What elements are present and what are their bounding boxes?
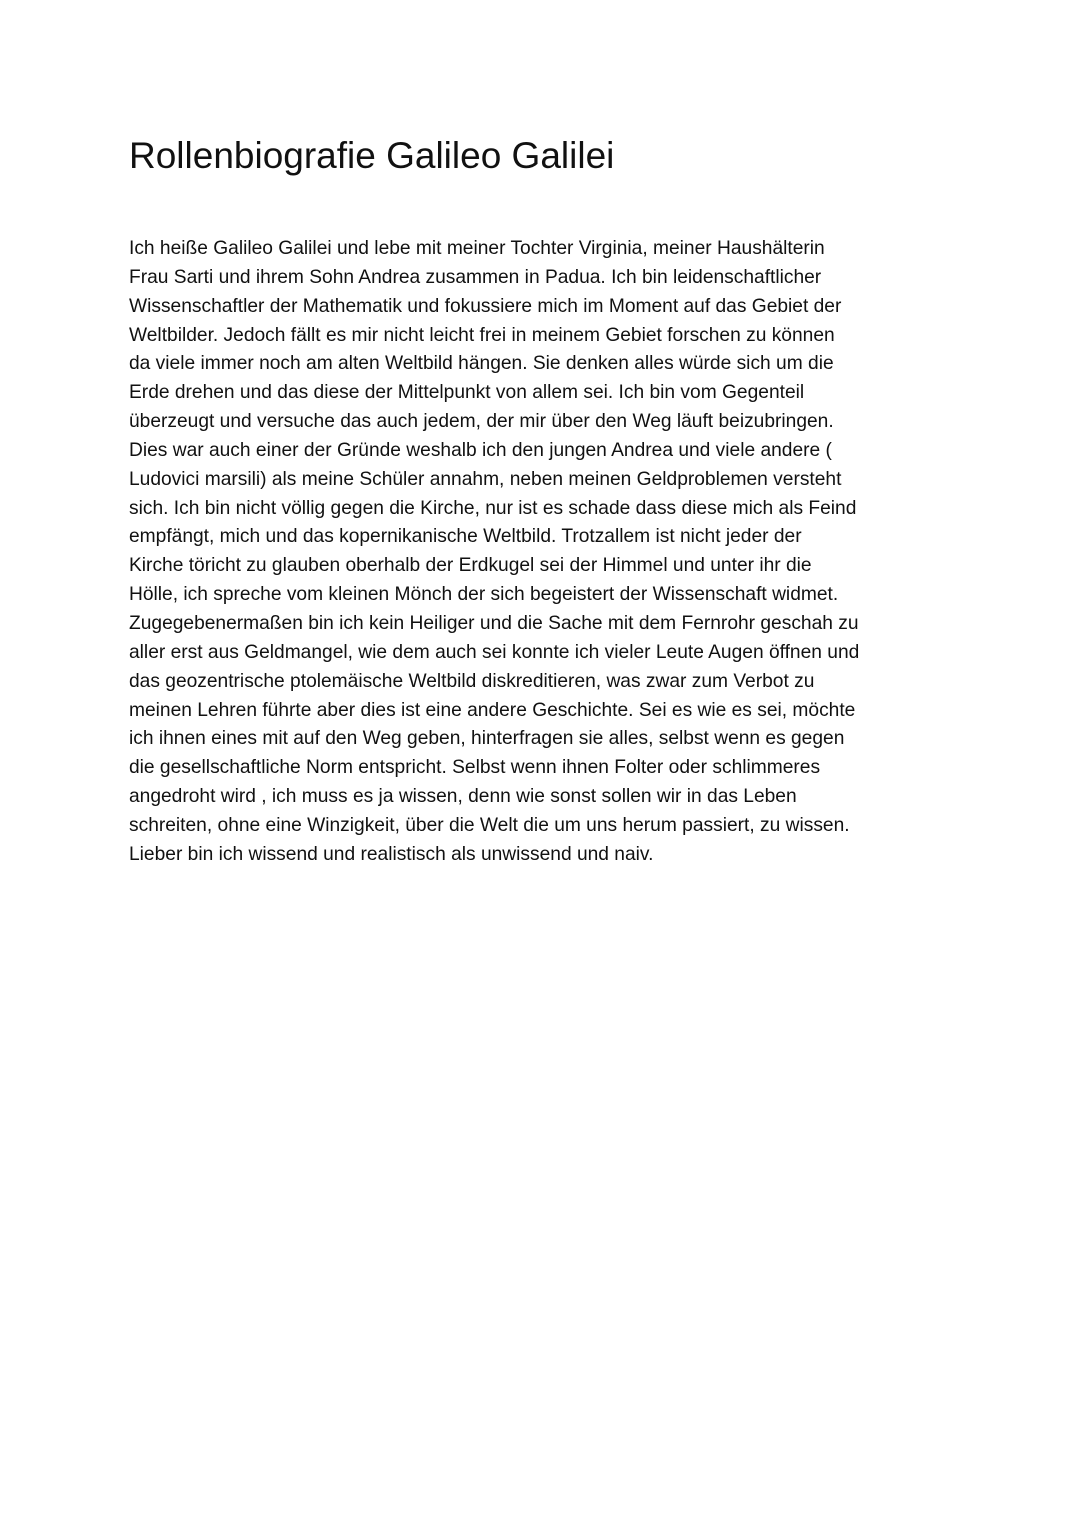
body-paragraph	[129, 235, 989, 870]
paragraph-line: Hölle, ich spreche vom kleinen Mönch der sich begeistert der Wissenschaft widmet.	[129, 584, 839, 606]
paragraph-line: Ludovici marsili) als meine Schüler annahm, neben meinen Geldproblemen versteht	[129, 468, 842, 490]
paragraph-line: das geozentrische ptolemäische Weltbild diskreditieren, was zwar zum Verbot zu	[129, 670, 815, 692]
paragraph-line: überzeugt und versuche das auch jedem, der mir über den Weg läuft beizubringen.	[129, 411, 834, 433]
paragraph-line: schreiten, ohne eine Winzigkeit, über die Welt die um uns herum passiert, zu wissen.	[129, 814, 850, 836]
paragraph-line: aller erst aus Geldmangel, wie dem auch sei konnte ich vieler Leute Augen öffnen und	[129, 641, 860, 663]
paragraph-line: meinen Lehren führte aber dies ist eine andere Geschichte. Sei es wie es sei, möchte	[129, 699, 856, 721]
paragraph-line: ich ihnen eines mit auf den Weg geben, hinterfragen sie alles, selbst wenn es gegen	[129, 728, 845, 750]
paragraph-line: da viele immer noch am alten Weltbild hängen. Sie denken alles würde sich um die	[129, 353, 834, 375]
paragraph-line: Wissenschaftler der Mathematik und fokussiere mich im Moment auf das Gebiet der	[129, 295, 842, 317]
paragraph-line: die gesellschaftliche Norm entspricht. Selbst wenn ihnen Folter oder schlimmeres	[129, 757, 821, 779]
paragraph-line: Ich heiße Galileo Galilei und lebe mit meiner Tochter Virginia, meiner Haushälterin	[129, 238, 825, 259]
paragraph-line: empfängt, mich und das kopernikanische Weltbild. Trotzallem ist nicht jeder der	[129, 526, 802, 548]
paragraph-line: sich. Ich bin nicht völlig gegen die Kirche, nur ist es schade dass diese mich als Feind	[129, 497, 857, 519]
paragraph-line: Kirche töricht zu glauben oberhalb der Erdkugel sei der Himmel und unter ihr die	[129, 555, 812, 577]
paragraph-line: Dies war auch einer der Gründe weshalb ich den jungen Andrea und viele andere (	[129, 439, 832, 461]
paragraph-line: angedroht wird , ich muss es ja wissen, denn wie sonst sollen wir in das Leben	[129, 786, 797, 808]
paragraph-line: Lieber bin ich wissend und realistisch als unwissend und naiv.	[129, 843, 654, 865]
paragraph-line: Frau Sarti und ihrem Sohn Andrea zusammen in Padua. Ich bin leidenschaftlicher	[129, 266, 822, 288]
page-title: Rollenbiografie Galileo Galilei	[129, 135, 615, 176]
paragraph-line: Erde drehen und das diese der Mittelpunkt von allem sei. Ich bin vom Gegenteil	[129, 382, 805, 404]
paragraph-line: Zugegebenermaßen bin ich kein Heiliger und die Sache mit dem Fernrohr geschah zu	[129, 612, 859, 634]
paragraph-line: Weltbilder. Jedoch fällt es mir nicht leicht frei in meinem Gebiet forschen zu können	[129, 324, 835, 346]
